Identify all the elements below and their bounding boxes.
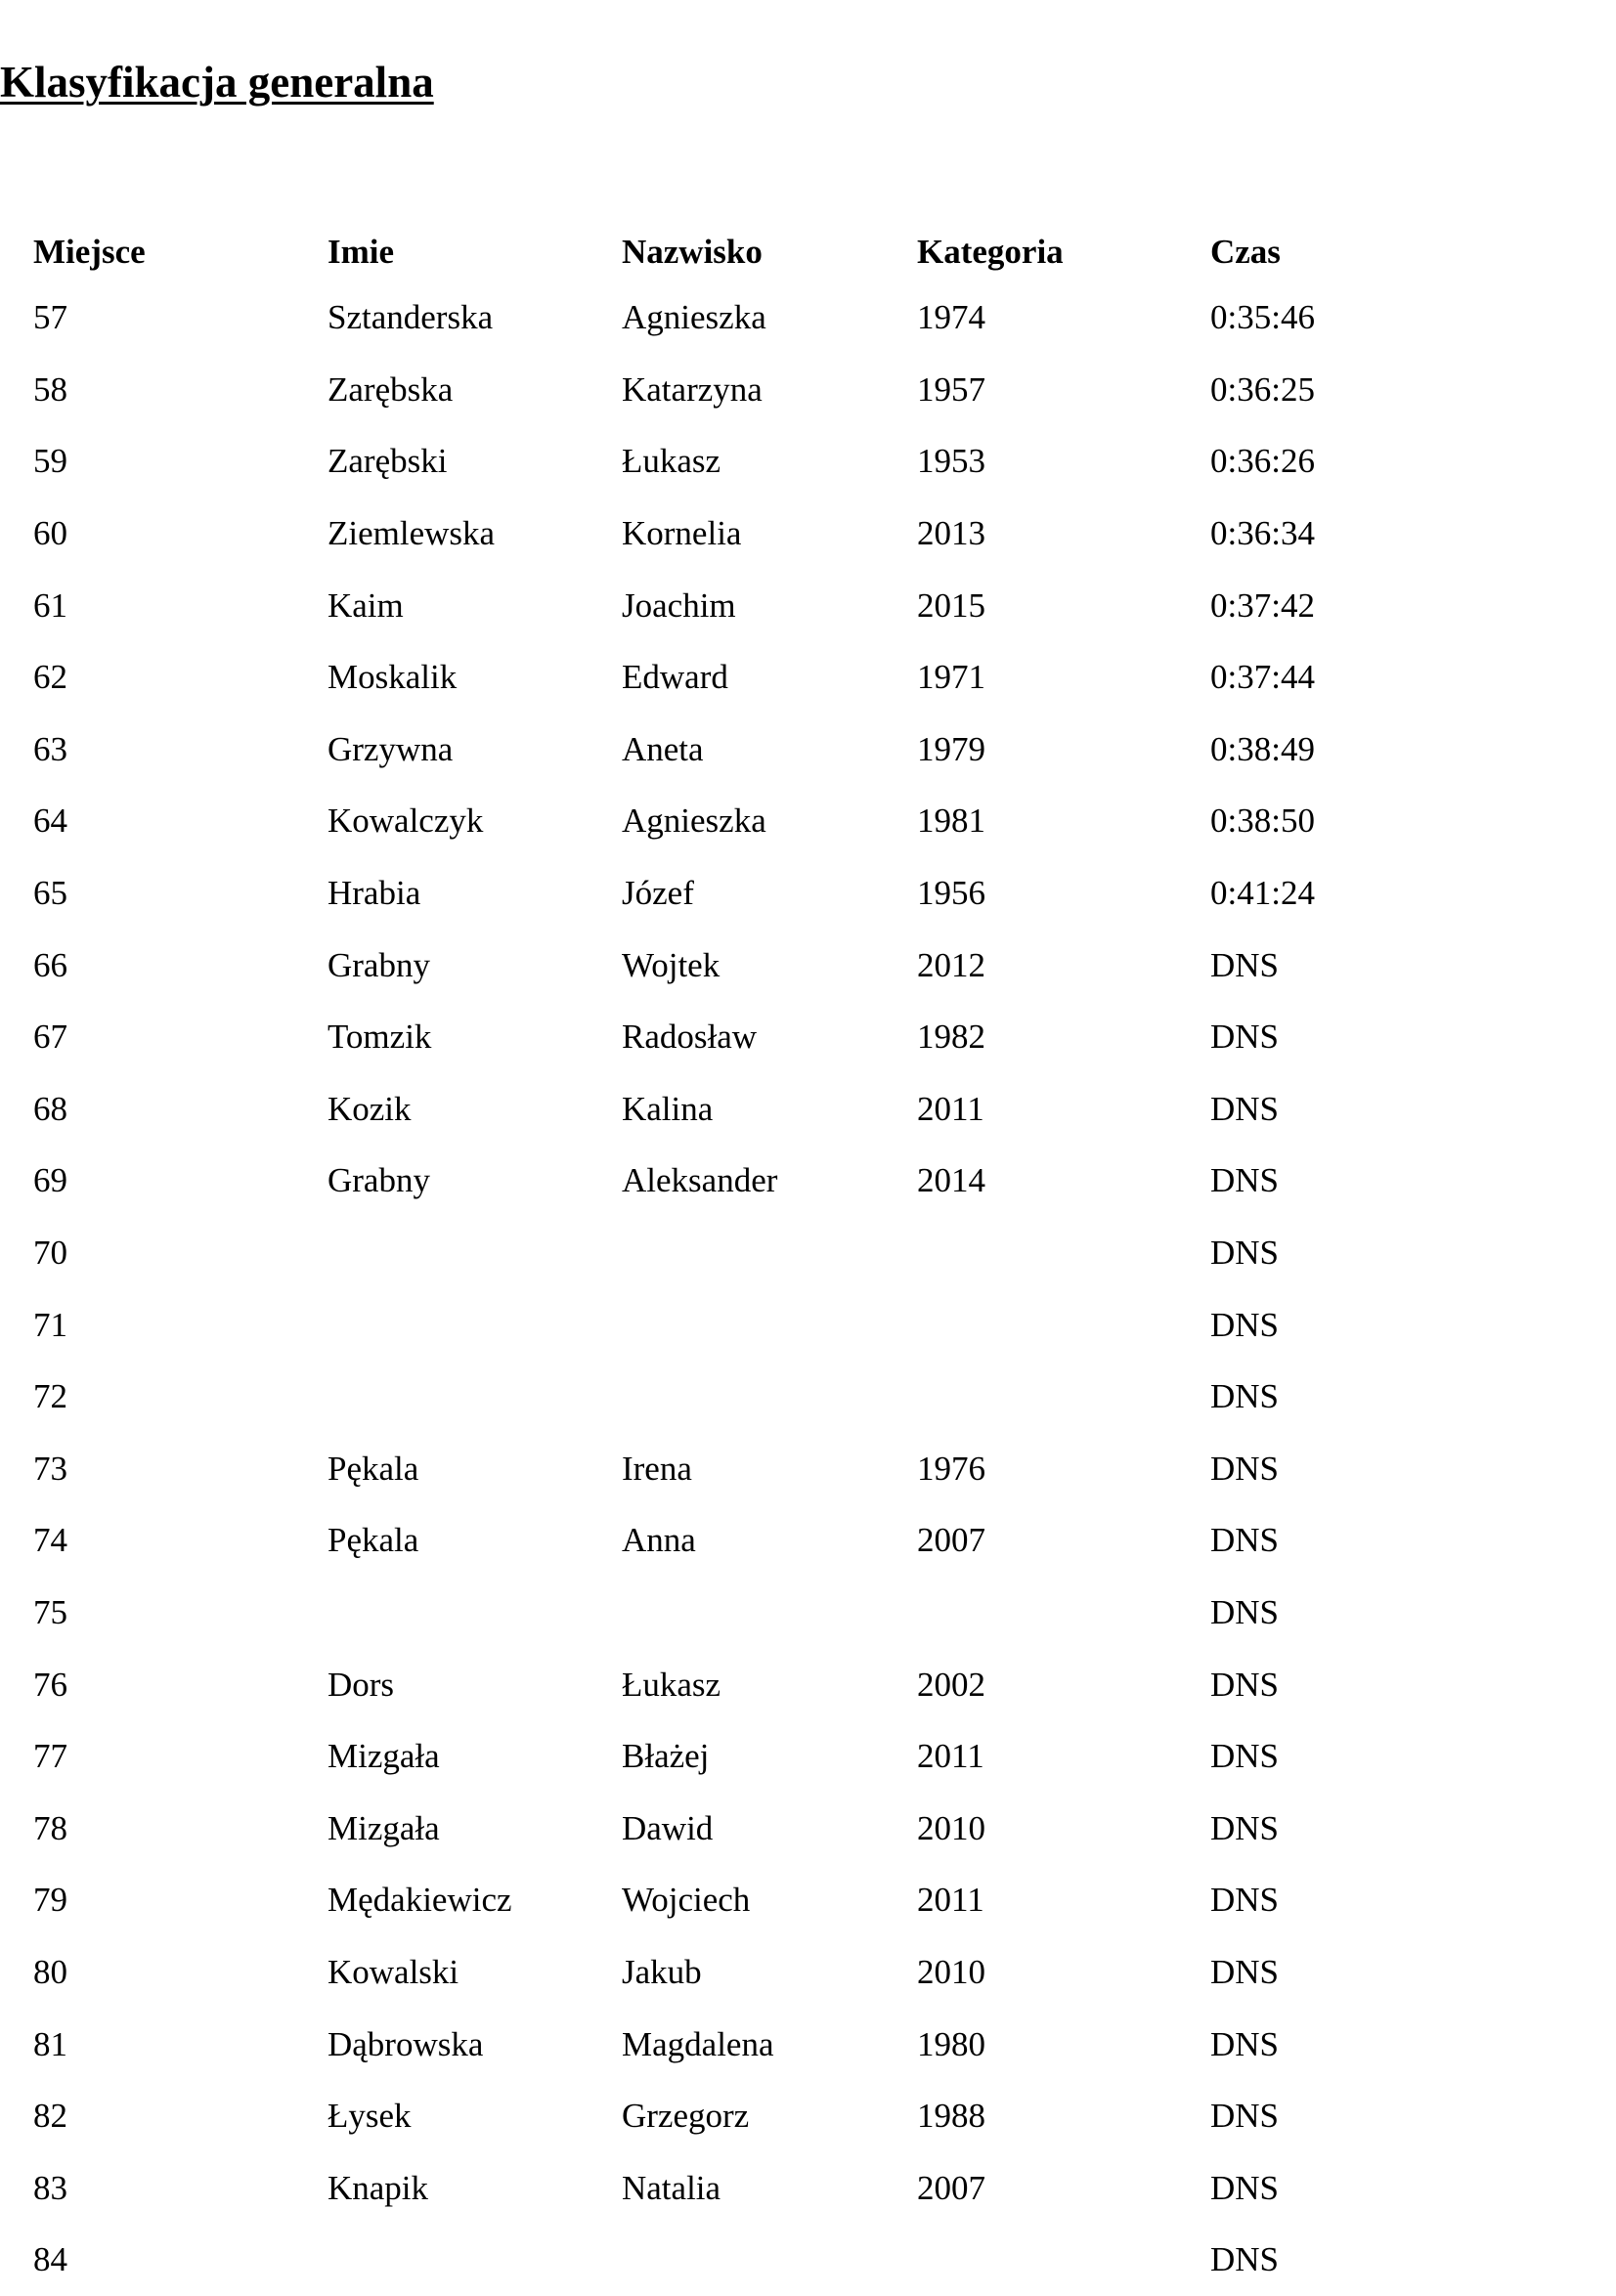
cell-last-name: Wojciech — [622, 1881, 751, 1920]
cell-place: 80 — [33, 1952, 67, 1991]
table-row — [33, 1648, 1519, 1720]
cell-time: 0:35:46 — [1210, 298, 1315, 337]
cell-time: 0:38:50 — [1210, 801, 1315, 841]
table-row — [33, 2151, 1519, 2224]
table-header-row — [33, 221, 1519, 282]
cell-category: 2011 — [917, 1881, 984, 1920]
cell-category: 1974 — [917, 298, 985, 337]
cell-last-name: Łukasz — [622, 442, 721, 481]
cell-category: 1980 — [917, 2024, 985, 2063]
table-row — [33, 1792, 1519, 1864]
cell-category: 2013 — [917, 514, 985, 553]
cell-place: 68 — [33, 1089, 67, 1128]
table-row — [33, 1145, 1519, 1217]
cell-first-name: Mizgała — [328, 1737, 440, 1776]
cell-last-name: Grzegorz — [622, 2097, 750, 2136]
cell-last-name: Łukasz — [622, 1665, 721, 1704]
header-first-name: Imie — [328, 232, 395, 271]
cell-first-name: Kowalski — [328, 1952, 459, 1991]
cell-last-name: Wojtek — [622, 945, 721, 984]
table-row — [33, 1504, 1519, 1577]
cell-time: DNS — [1210, 1881, 1280, 1920]
cell-last-name: Agnieszka — [622, 298, 766, 337]
table-row — [33, 641, 1519, 714]
cell-category: 1988 — [917, 2097, 985, 2136]
cell-place: 71 — [33, 1305, 67, 1344]
cell-time: DNS — [1210, 2024, 1280, 2063]
cell-category: 1981 — [917, 801, 985, 841]
table-row — [33, 857, 1519, 930]
cell-time: DNS — [1210, 1377, 1280, 1416]
cell-time: DNS — [1210, 1665, 1280, 1704]
cell-last-name: Agnieszka — [622, 801, 766, 841]
table-row — [33, 425, 1519, 498]
cell-first-name: Grabny — [328, 1161, 430, 1200]
table-row — [33, 2224, 1519, 2296]
cell-last-name: Edward — [622, 658, 728, 697]
cell-place: 79 — [33, 1881, 67, 1920]
table-row — [33, 2008, 1519, 2080]
cell-time: 0:36:25 — [1210, 369, 1315, 409]
table-row — [33, 1217, 1519, 1289]
cell-time: DNS — [1210, 1018, 1280, 1057]
cell-category: 1976 — [917, 1449, 985, 1488]
cell-first-name: Mizgała — [328, 1808, 440, 1847]
cell-place: 61 — [33, 585, 67, 625]
cell-last-name: Kalina — [622, 1089, 714, 1128]
cell-last-name: Irena — [622, 1449, 692, 1488]
table-row — [33, 1433, 1519, 1505]
cell-first-name: Grzywna — [328, 729, 454, 768]
cell-time: DNS — [1210, 1592, 1280, 1631]
cell-first-name: Hrabia — [328, 874, 421, 913]
cell-category: 1982 — [917, 1018, 985, 1057]
cell-time: DNS — [1210, 1952, 1280, 1991]
cell-first-name: Moskalik — [328, 658, 458, 697]
header-category: Kategoria — [917, 232, 1064, 271]
cell-category: 2007 — [917, 1521, 985, 1560]
cell-time: 0:36:34 — [1210, 514, 1315, 553]
table-row — [33, 1864, 1519, 1936]
cell-category: 2012 — [917, 945, 985, 984]
cell-place: 73 — [33, 1449, 67, 1488]
cell-last-name: Katarzyna — [622, 369, 763, 409]
cell-time: DNS — [1210, 1808, 1280, 1847]
cell-category: 2011 — [917, 1089, 984, 1128]
cell-time: DNS — [1210, 2240, 1280, 2279]
cell-first-name: Kaim — [328, 585, 404, 625]
table-row — [33, 354, 1519, 426]
cell-first-name: Pękala — [328, 1449, 419, 1488]
cell-category: 2010 — [917, 1952, 985, 1991]
cell-place: 84 — [33, 2240, 67, 2279]
cell-place: 63 — [33, 729, 67, 768]
cell-category: 2014 — [917, 1161, 985, 1200]
cell-last-name: Kornelia — [622, 514, 742, 553]
cell-time: 0:36:26 — [1210, 442, 1315, 481]
table-row — [33, 929, 1519, 1001]
cell-category: 2002 — [917, 1665, 985, 1704]
cell-place: 83 — [33, 2168, 67, 2207]
cell-first-name: Dors — [328, 1665, 395, 1704]
table-row — [33, 714, 1519, 786]
page-title: Klasyfikacja generalna — [0, 58, 434, 107]
table-row — [33, 1073, 1519, 1146]
header-place: Miejsce — [33, 232, 146, 271]
table-row — [33, 1720, 1519, 1793]
cell-first-name: Kowalczyk — [328, 801, 484, 841]
cell-last-name: Aneta — [622, 729, 704, 768]
table-body — [33, 282, 1519, 2296]
cell-last-name: Józef — [622, 874, 694, 913]
cell-place: 76 — [33, 1665, 67, 1704]
cell-time: DNS — [1210, 1521, 1280, 1560]
table-row — [33, 785, 1519, 857]
cell-first-name: Pękala — [328, 1521, 419, 1560]
cell-time: DNS — [1210, 2168, 1280, 2207]
table-row — [33, 569, 1519, 641]
cell-time: DNS — [1210, 1234, 1280, 1273]
cell-place: 82 — [33, 2097, 67, 2136]
cell-category: 1971 — [917, 658, 985, 697]
cell-place: 60 — [33, 514, 67, 553]
cell-place: 64 — [33, 801, 67, 841]
cell-last-name: Jakub — [622, 1952, 702, 1991]
cell-time: DNS — [1210, 945, 1280, 984]
cell-category: 1953 — [917, 442, 985, 481]
cell-time: DNS — [1210, 1737, 1280, 1776]
results-table — [33, 221, 1519, 2296]
cell-category: 1956 — [917, 874, 985, 913]
cell-first-name: Dąbrowska — [328, 2024, 484, 2063]
cell-category: 2011 — [917, 1737, 984, 1776]
cell-first-name: Zarębski — [328, 442, 448, 481]
cell-last-name: Błażej — [622, 1737, 710, 1776]
cell-place: 57 — [33, 298, 67, 337]
cell-place: 58 — [33, 369, 67, 409]
table-row — [33, 1001, 1519, 1073]
table-row — [33, 2080, 1519, 2152]
cell-first-name: Mędakiewicz — [328, 1881, 512, 1920]
cell-place: 72 — [33, 1377, 67, 1416]
table-row — [33, 1361, 1519, 1433]
cell-place: 75 — [33, 1592, 67, 1631]
cell-first-name: Sztanderska — [328, 298, 494, 337]
cell-place: 66 — [33, 945, 67, 984]
cell-time: DNS — [1210, 1449, 1280, 1488]
cell-first-name: Ziemlewska — [328, 514, 496, 553]
cell-first-name: Zarębska — [328, 369, 454, 409]
cell-place: 81 — [33, 2024, 67, 2063]
table-row — [33, 1288, 1519, 1361]
cell-place: 77 — [33, 1737, 67, 1776]
cell-category: 1957 — [917, 369, 985, 409]
table-row — [33, 1936, 1519, 2009]
cell-first-name: Knapik — [328, 2168, 429, 2207]
cell-time: 0:38:49 — [1210, 729, 1315, 768]
cell-time: DNS — [1210, 2097, 1280, 2136]
table-row — [33, 282, 1519, 354]
cell-category: 2007 — [917, 2168, 985, 2207]
cell-last-name: Joachim — [622, 585, 736, 625]
cell-last-name: Dawid — [622, 1808, 714, 1847]
cell-place: 62 — [33, 658, 67, 697]
cell-place: 69 — [33, 1161, 67, 1200]
cell-place: 67 — [33, 1018, 67, 1057]
cell-time: 0:41:24 — [1210, 874, 1315, 913]
cell-last-name: Natalia — [622, 2168, 721, 2207]
cell-place: 70 — [33, 1234, 67, 1273]
cell-place: 74 — [33, 1521, 67, 1560]
cell-last-name: Magdalena — [622, 2024, 774, 2063]
cell-time: DNS — [1210, 1305, 1280, 1344]
cell-place: 78 — [33, 1808, 67, 1847]
header-time: Czas — [1210, 232, 1281, 271]
header-last-name: Nazwisko — [622, 232, 763, 271]
cell-last-name: Aleksander — [622, 1161, 778, 1200]
cell-category: 2015 — [917, 585, 985, 625]
cell-first-name: Łysek — [328, 2097, 412, 2136]
cell-place: 59 — [33, 442, 67, 481]
cell-category: 2010 — [917, 1808, 985, 1847]
cell-first-name: Tomzik — [328, 1018, 432, 1057]
cell-last-name: Radosław — [622, 1018, 758, 1057]
cell-time: 0:37:44 — [1210, 658, 1315, 697]
cell-time: DNS — [1210, 1089, 1280, 1128]
cell-time: DNS — [1210, 1161, 1280, 1200]
cell-category: 1979 — [917, 729, 985, 768]
cell-first-name: Kozik — [328, 1089, 412, 1128]
cell-time: 0:37:42 — [1210, 585, 1315, 625]
cell-last-name: Anna — [622, 1521, 696, 1560]
table-row — [33, 1577, 1519, 1649]
table-row — [33, 498, 1519, 570]
cell-first-name: Grabny — [328, 945, 430, 984]
cell-place: 65 — [33, 874, 67, 913]
